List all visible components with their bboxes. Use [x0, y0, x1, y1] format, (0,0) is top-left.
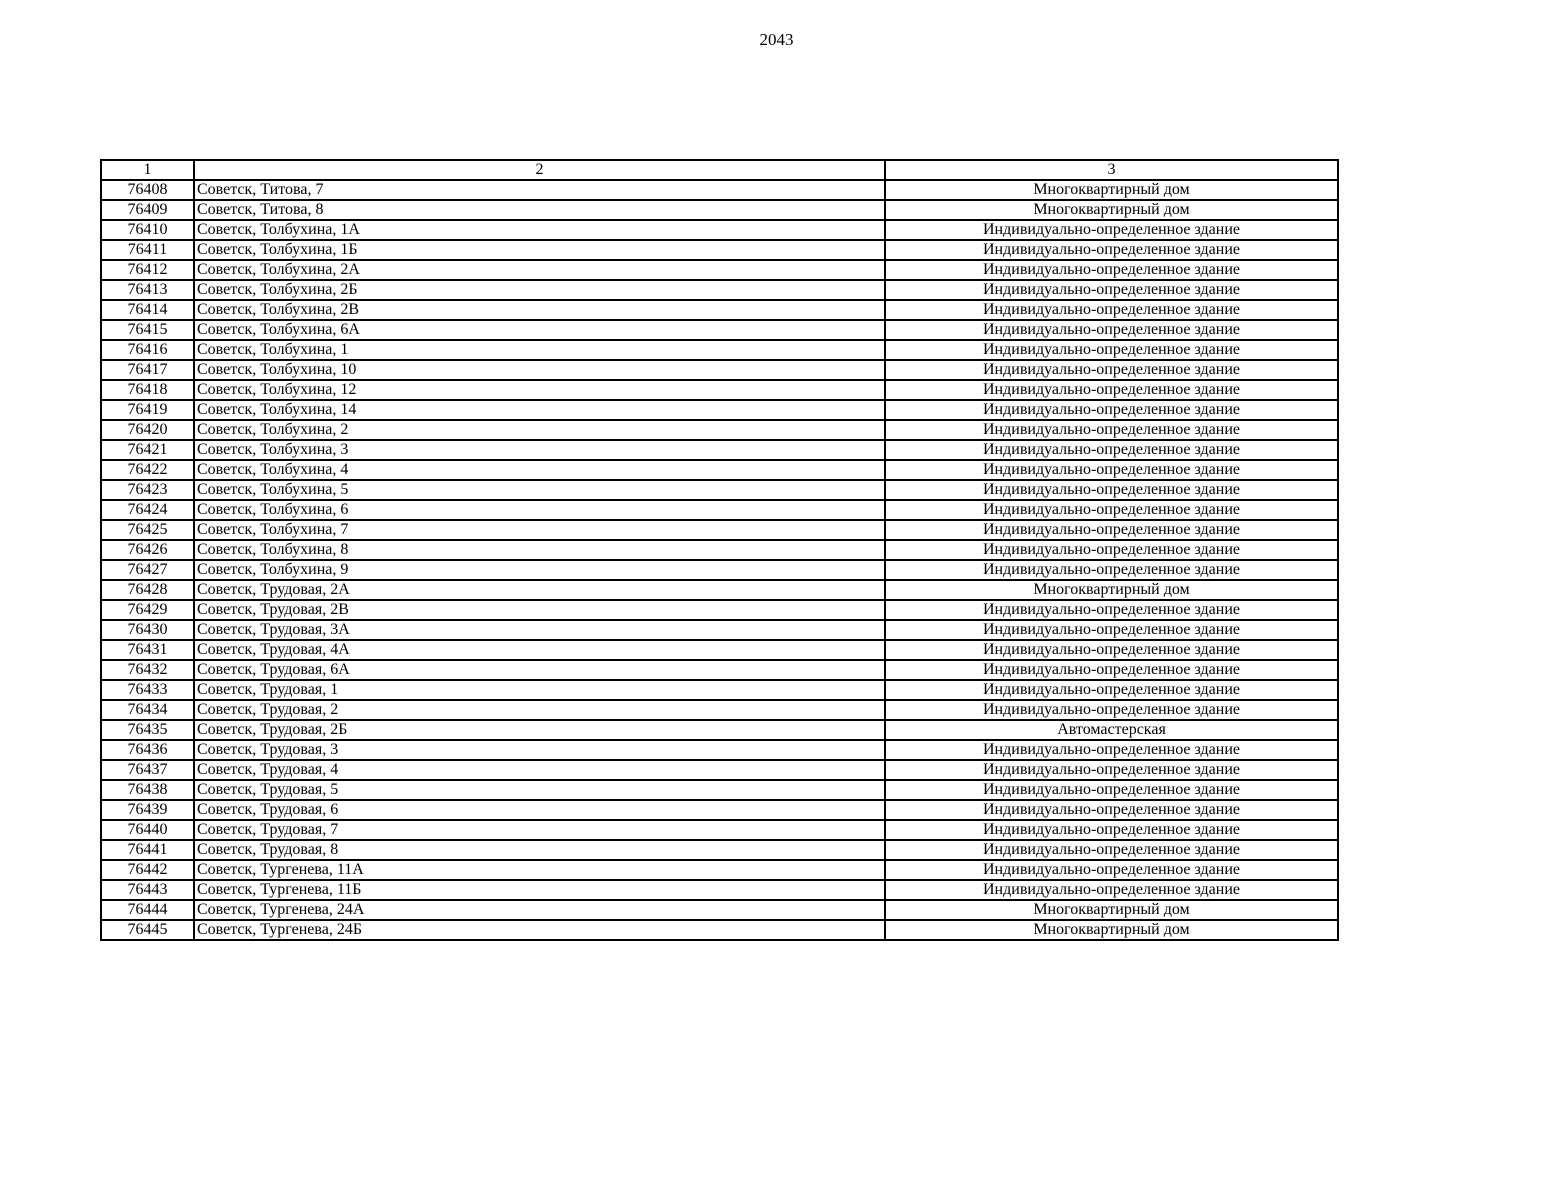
column-number-1: 1 — [101, 160, 194, 180]
object-type-cell: Многоквартирный дом — [885, 200, 1338, 220]
table-row — [101, 780, 1338, 800]
object-type-cell: Индивидуально-определенное здание — [885, 320, 1338, 340]
row-number-cell: 76434 — [101, 700, 194, 720]
row-number-cell: 76435 — [101, 720, 194, 740]
table-row — [101, 740, 1338, 760]
object-type-cell: Многоквартирный дом — [885, 580, 1338, 600]
row-number-cell: 76438 — [101, 780, 194, 800]
row-number-cell: 76430 — [101, 620, 194, 640]
object-type-cell: Индивидуально-определенное здание — [885, 380, 1338, 400]
column-number-3: 3 — [885, 160, 1338, 180]
row-number-cell: 76423 — [101, 480, 194, 500]
table-row — [101, 620, 1338, 640]
address-cell: Советск, Толбухина, 1Б — [194, 240, 885, 260]
table-row — [101, 920, 1338, 940]
row-number-cell: 76420 — [101, 420, 194, 440]
table-row — [101, 400, 1338, 420]
table-row — [101, 860, 1338, 880]
table-row — [101, 540, 1338, 560]
page-number: 2043 — [759, 30, 794, 49]
table-row — [101, 680, 1338, 700]
row-number-cell: 76408 — [101, 180, 194, 200]
object-type-cell: Индивидуально-определенное здание — [885, 280, 1338, 300]
row-number-cell: 76409 — [101, 200, 194, 220]
row-number-cell: 76415 — [101, 320, 194, 340]
row-number-cell: 76414 — [101, 300, 194, 320]
object-type-cell: Индивидуально-определенное здание — [885, 660, 1338, 680]
address-cell: Советск, Толбухина, 2В — [194, 300, 885, 320]
object-type-cell: Индивидуально-определенное здание — [885, 860, 1338, 880]
table-row — [101, 260, 1338, 280]
row-number-cell: 76411 — [101, 240, 194, 260]
address-cell: Советск, Толбухина, 7 — [194, 520, 885, 540]
row-number-cell: 76433 — [101, 680, 194, 700]
table-row — [101, 480, 1338, 500]
address-cell: Советск, Трудовая, 8 — [194, 840, 885, 860]
table-row — [101, 720, 1338, 740]
object-type-cell: Индивидуально-определенное здание — [885, 700, 1338, 720]
address-cell: Советск, Толбухина, 6А — [194, 320, 885, 340]
object-type-cell: Индивидуально-определенное здание — [885, 300, 1338, 320]
object-type-cell: Индивидуально-определенное здание — [885, 600, 1338, 620]
address-cell: Советск, Толбухина, 1А — [194, 220, 885, 240]
object-type-cell: Индивидуально-определенное здание — [885, 400, 1338, 420]
table-row — [101, 420, 1338, 440]
address-cell: Советск, Трудовая, 3 — [194, 740, 885, 760]
row-number-cell: 76416 — [101, 340, 194, 360]
table-row — [101, 660, 1338, 680]
address-cell: Советск, Трудовая, 2А — [194, 580, 885, 600]
object-type-cell: Индивидуально-определенное здание — [885, 760, 1338, 780]
address-cell: Советск, Титова, 8 — [194, 200, 885, 220]
address-cell: Советск, Толбухина, 9 — [194, 560, 885, 580]
address-cell: Советск, Толбухина, 5 — [194, 480, 885, 500]
address-cell: Советск, Толбухина, 8 — [194, 540, 885, 560]
object-type-cell: Автомастерская — [885, 720, 1338, 740]
object-type-cell: Индивидуально-определенное здание — [885, 360, 1338, 380]
address-cell: Советск, Трудовая, 2Б — [194, 720, 885, 740]
address-cell: Советск, Трудовая, 6 — [194, 800, 885, 820]
table-row — [101, 600, 1338, 620]
object-type-cell: Индивидуально-определенное здание — [885, 500, 1338, 520]
table-row — [101, 180, 1338, 200]
object-type-cell: Многоквартирный дом — [885, 900, 1338, 920]
object-type-cell: Индивидуально-определенное здание — [885, 880, 1338, 900]
table-row — [101, 760, 1338, 780]
address-cell: Советск, Титова, 7 — [194, 180, 885, 200]
address-cell: Советск, Толбухина, 2А — [194, 260, 885, 280]
address-cell: Советск, Тургенева, 11Б — [194, 880, 885, 900]
row-number-cell: 76445 — [101, 920, 194, 940]
address-cell: Советск, Трудовая, 1 — [194, 680, 885, 700]
object-type-cell: Индивидуально-определенное здание — [885, 560, 1338, 580]
object-type-cell: Многоквартирный дом — [885, 920, 1338, 940]
table-row — [101, 220, 1338, 240]
address-cell: Советск, Толбухина, 2Б — [194, 280, 885, 300]
address-cell: Советск, Трудовая, 2 — [194, 700, 885, 720]
object-type-cell: Индивидуально-определенное здание — [885, 420, 1338, 440]
address-cell: Советск, Толбухина, 14 — [194, 400, 885, 420]
table-row — [101, 520, 1338, 540]
table-row — [101, 820, 1338, 840]
row-number-cell: 76429 — [101, 600, 194, 620]
row-number-cell: 76426 — [101, 540, 194, 560]
address-cell: Советск, Тургенева, 11А — [194, 860, 885, 880]
object-type-cell: Индивидуально-определенное здание — [885, 460, 1338, 480]
object-type-cell: Индивидуально-определенное здание — [885, 800, 1338, 820]
row-number-cell: 76440 — [101, 820, 194, 840]
row-number-cell: 76425 — [101, 520, 194, 540]
table-row — [101, 640, 1338, 660]
address-cell: Советск, Трудовая, 2В — [194, 600, 885, 620]
address-cell: Советск, Тургенева, 24А — [194, 900, 885, 920]
table-row — [101, 500, 1338, 520]
table-row — [101, 280, 1338, 300]
object-type-cell: Индивидуально-определенное здание — [885, 620, 1338, 640]
address-cell: Советск, Толбухина, 1 — [194, 340, 885, 360]
registry-table-body — [101, 160, 1338, 940]
object-type-cell: Индивидуально-определенное здание — [885, 740, 1338, 760]
table-row — [101, 800, 1338, 820]
table-row — [101, 360, 1338, 380]
row-number-cell: 76422 — [101, 460, 194, 480]
object-type-cell: Индивидуально-определенное здание — [885, 640, 1338, 660]
object-type-cell: Индивидуально-определенное здание — [885, 520, 1338, 540]
row-number-cell: 76436 — [101, 740, 194, 760]
row-number-cell: 76432 — [101, 660, 194, 680]
row-number-cell: 76442 — [101, 860, 194, 880]
object-type-cell: Многоквартирный дом — [885, 180, 1338, 200]
row-number-cell: 76417 — [101, 360, 194, 380]
row-number-cell: 76418 — [101, 380, 194, 400]
object-type-cell: Индивидуально-определенное здание — [885, 480, 1338, 500]
row-number-cell: 76424 — [101, 500, 194, 520]
table-row — [101, 700, 1338, 720]
table-row — [101, 300, 1338, 320]
object-type-cell: Индивидуально-определенное здание — [885, 340, 1338, 360]
address-cell: Советск, Трудовая, 4А — [194, 640, 885, 660]
address-cell: Советск, Толбухина, 6 — [194, 500, 885, 520]
row-number-cell: 76421 — [101, 440, 194, 460]
object-type-cell: Индивидуально-определенное здание — [885, 220, 1338, 240]
row-number-cell: 76444 — [101, 900, 194, 920]
table-row — [101, 840, 1338, 860]
table-row — [101, 340, 1338, 360]
row-number-cell: 76443 — [101, 880, 194, 900]
row-number-cell: 76413 — [101, 280, 194, 300]
row-number-cell: 76428 — [101, 580, 194, 600]
address-cell: Советск, Трудовая, 3А — [194, 620, 885, 640]
address-cell: Советск, Толбухина, 2 — [194, 420, 885, 440]
table-row — [101, 900, 1338, 920]
row-number-cell: 76412 — [101, 260, 194, 280]
object-type-cell: Индивидуально-определенное здание — [885, 780, 1338, 800]
table-row — [101, 200, 1338, 220]
row-number-cell: 76439 — [101, 800, 194, 820]
object-type-cell: Индивидуально-определенное здание — [885, 820, 1338, 840]
address-cell: Советск, Трудовая, 5 — [194, 780, 885, 800]
address-cell: Советск, Толбухина, 4 — [194, 460, 885, 480]
table-row — [101, 380, 1338, 400]
object-type-cell: Индивидуально-определенное здание — [885, 680, 1338, 700]
address-cell: Советск, Толбухина, 3 — [194, 440, 885, 460]
row-number-cell: 76437 — [101, 760, 194, 780]
object-type-cell: Индивидуально-определенное здание — [885, 260, 1338, 280]
column-number-row — [101, 160, 1338, 180]
table-row — [101, 240, 1338, 260]
address-cell: Советск, Толбухина, 10 — [194, 360, 885, 380]
registry-table — [100, 159, 1339, 941]
object-type-cell: Индивидуально-определенное здание — [885, 840, 1338, 860]
table-row — [101, 320, 1338, 340]
object-type-cell: Индивидуально-определенное здание — [885, 440, 1338, 460]
address-cell: Советск, Трудовая, 4 — [194, 760, 885, 780]
table-row — [101, 560, 1338, 580]
row-number-cell: 76410 — [101, 220, 194, 240]
table-row — [101, 580, 1338, 600]
object-type-cell: Индивидуально-определенное здание — [885, 540, 1338, 560]
row-number-cell: 76427 — [101, 560, 194, 580]
object-type-cell: Индивидуально-определенное здание — [885, 240, 1338, 260]
row-number-cell: 76431 — [101, 640, 194, 660]
table-row — [101, 460, 1338, 480]
row-number-cell: 76441 — [101, 840, 194, 860]
address-cell: Советск, Трудовая, 6А — [194, 660, 885, 680]
address-cell: Советск, Толбухина, 12 — [194, 380, 885, 400]
address-cell: Советск, Трудовая, 7 — [194, 820, 885, 840]
column-number-2: 2 — [194, 160, 885, 180]
table-row — [101, 880, 1338, 900]
address-cell: Советск, Тургенева, 24Б — [194, 920, 885, 940]
row-number-cell: 76419 — [101, 400, 194, 420]
table-row — [101, 440, 1338, 460]
